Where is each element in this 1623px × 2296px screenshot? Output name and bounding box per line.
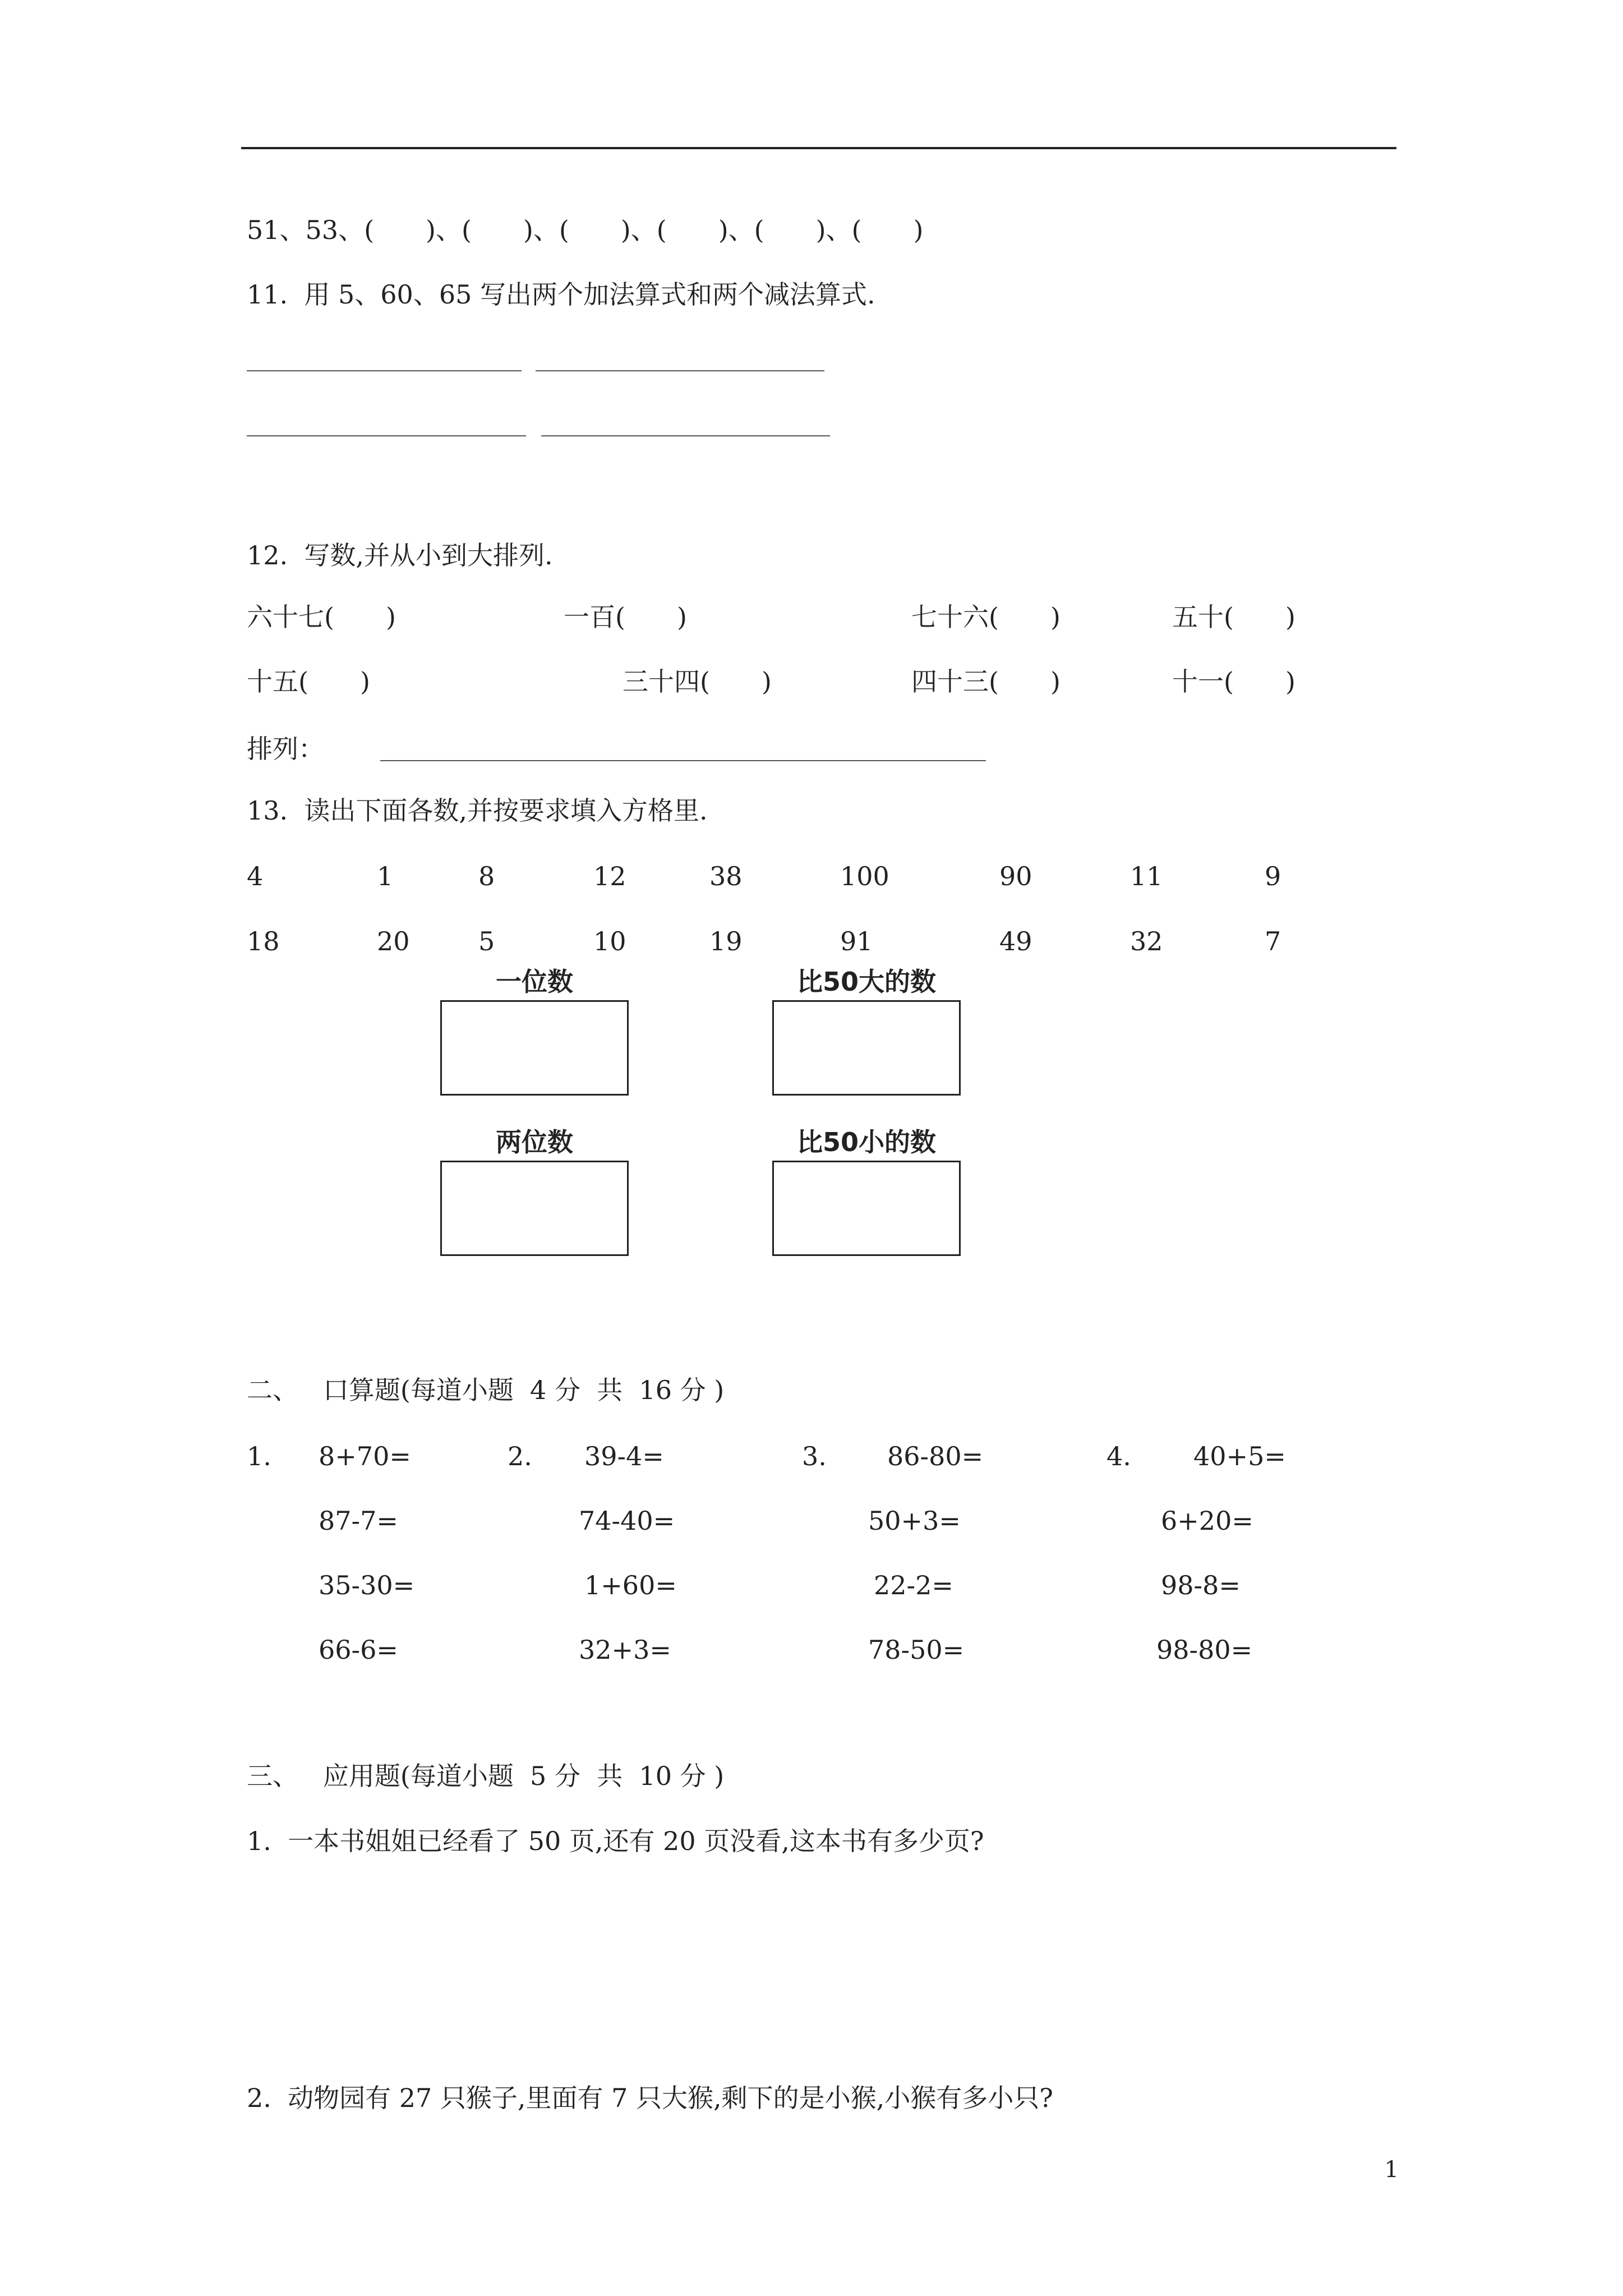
arithmetic-item: 66-6=: [319, 1635, 398, 1665]
write-number-item: 六十七( ): [247, 602, 396, 632]
arithmetic-item: 1+60=: [584, 1570, 677, 1600]
write-number-item: 七十六( ): [911, 602, 1061, 632]
header-rule: [241, 147, 1396, 149]
section-3-title: 三、 应用题(每道小题 5 分 共 10 分 ): [247, 1761, 725, 1791]
page-number: 1: [1384, 2157, 1399, 2183]
arithmetic-item: 35-30=: [319, 1570, 415, 1600]
arithmetic-item: 78-50=: [868, 1635, 965, 1665]
column-number: 1.: [247, 1441, 271, 1471]
question-11-prompt: 11. 用 5、60、65 写出两个加法算式和两个减法算式.: [247, 279, 875, 310]
sort-label: 排列：: [247, 734, 324, 764]
arithmetic-item: 8+70=: [319, 1441, 411, 1471]
number-cell: 10: [593, 926, 626, 956]
write-number-item: 一百( ): [564, 602, 687, 632]
number-cell: 7: [1265, 926, 1281, 956]
word-problem-2: 2. 动物园有 27 只猴子,里面有 7 只大猴,剩下的是小猴,小猴有多小只?: [247, 2083, 1053, 2113]
arithmetic-item: 32+3=: [579, 1635, 671, 1665]
arithmetic-item: 40+5=: [1193, 1441, 1286, 1471]
number-cell: 49: [999, 926, 1032, 956]
question-12-prompt: 12. 写数,并从小到大排列.: [247, 540, 553, 570]
number-cell: 100: [840, 861, 889, 891]
number-cell: 8: [478, 861, 495, 891]
number-cell: 18: [247, 926, 280, 956]
number-cell: 5: [478, 926, 495, 956]
write-number-item: 五十( ): [1172, 602, 1295, 632]
answer-blank-2[interactable]: [536, 370, 824, 371]
number-cell: 11: [1130, 861, 1163, 891]
box-label-two-digit: 两位数: [496, 1127, 573, 1157]
box-single-digit[interactable]: [440, 1000, 629, 1096]
arithmetic-item: 87-7=: [319, 1506, 398, 1536]
section-2-title: 二、 口算题(每道小题 4 分 共 16 分 ): [247, 1375, 725, 1405]
write-number-item: 三十四( ): [623, 666, 772, 697]
arithmetic-item: 98-80=: [1156, 1635, 1253, 1665]
box-label-less-than-50: 比50小的数: [796, 1127, 936, 1157]
number-cell: 32: [1130, 926, 1163, 956]
column-number: 3.: [802, 1441, 827, 1471]
box-less-than-50[interactable]: [772, 1161, 961, 1256]
arithmetic-item: 22-2=: [874, 1570, 953, 1600]
number-cell: 1: [377, 861, 394, 891]
number-cell: 19: [709, 926, 743, 956]
arithmetic-item: 6+20=: [1161, 1506, 1253, 1536]
answer-blank-3[interactable]: [247, 435, 526, 436]
number-cell: 9: [1265, 861, 1281, 891]
write-number-item: 十五( ): [247, 666, 370, 697]
arithmetic-item: 86-80=: [887, 1441, 984, 1471]
number-cell: 91: [840, 926, 873, 956]
box-label-single-digit: 一位数: [496, 967, 573, 997]
write-number-item: 四十三( ): [911, 666, 1061, 697]
number-sequence: 51、53、( )、( )、( )、( )、( )、( ): [247, 215, 924, 245]
number-cell: 38: [709, 861, 743, 891]
answer-blank-4[interactable]: [541, 435, 830, 436]
sort-answer-blank[interactable]: [380, 760, 986, 761]
question-13-prompt: 13. 读出下面各数,并按要求填入方格里.: [247, 795, 708, 826]
arithmetic-item: 74-40=: [579, 1506, 675, 1536]
box-two-digit[interactable]: [440, 1161, 629, 1256]
column-number: 4.: [1106, 1441, 1131, 1471]
box-label-greater-than-50: 比50大的数: [796, 967, 936, 997]
number-cell: 12: [593, 861, 626, 891]
arithmetic-item: 98-8=: [1161, 1570, 1241, 1600]
box-greater-than-50[interactable]: [772, 1000, 961, 1096]
word-problem-1: 1. 一本书姐姐已经看了 50 页,还有 20 页没看,这本书有多少页?: [247, 1826, 984, 1856]
write-number-item: 十一( ): [1172, 666, 1295, 697]
number-cell: 90: [999, 861, 1032, 891]
arithmetic-item: 50+3=: [868, 1506, 961, 1536]
number-cell: 20: [377, 926, 410, 956]
arithmetic-item: 39-4=: [584, 1441, 664, 1471]
number-cell: 4: [247, 861, 264, 891]
answer-blank-1[interactable]: [247, 370, 522, 371]
column-number: 2.: [508, 1441, 532, 1471]
